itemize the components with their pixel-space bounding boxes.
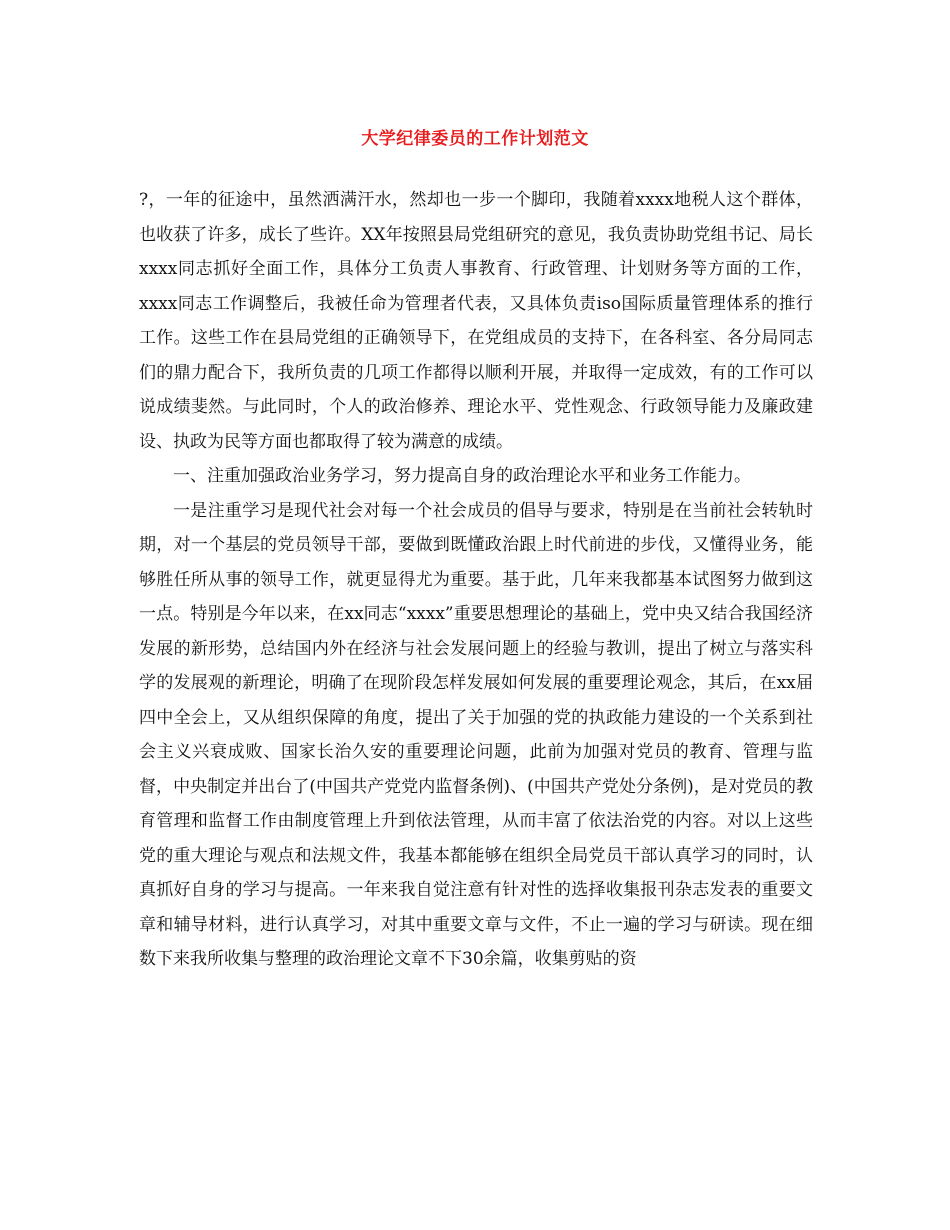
document-title: 大学纪律委员的工作计划范文	[361, 129, 589, 149]
paragraph-study: 一是注重学习是现代社会对每一个社会成员的倡导与要求，特别是在当前社会转轨时期，对一个基层的党员领导干部，要做到既懂政治跟上时代前进的步伐，又懂得业务，能够胜任所从事的领导工作，就更显得尤为重要。基于此，几年来我都基本试图努力做到这一点。特别是今年以来，在xx同志“xxxx”重要思想理论的基础上，党中央又结合我国经济发展的新形势，总结国内外在经济与社会发展问题上的经验与教训，提出了树立与落实科学的发展观的新理论，明确了在现阶段怎样发展如何发展的重要理论观念，其后，在xx届四中全会上，又从组织保障的角度，提出了关于加强的党的执政能力建设的一个关系到社会主义兴衰成败、国家长治久安的重要理论问题，此前为加强对党员的教育、管理与监督，中央制定并出台了(中国共产党党内监督条例)、(中国共产党处分条例)，是对党员的教育管理和监督工作由制度管理上升到依法管理，从而丰富了依法治党的内容。对以上这些党的重大理论与观点和法规文件，我基本都能够在组织全局党员干部认真学习的同时，认真抓好自身的学习与提高。一年来我自觉注意有针对性的选择收集报刊杂志发表的重要文章和辅导材料，进行认真学习，对其中重要文章与文件，不止一遍的学习与研读。现在细数下来我所收集与整理的政治理论文章不下30余篇，收集剪贴的资	[139, 500, 813, 969]
paragraph-intro: ?，一年的征途中，虽然洒满汗水，然却也一步一个脚印，我随着xxxx地税人这个群体，也收获了许多，成长了些许。XX年按照县局党组研究的意见，我负责协助党组书记、局长xxxx同志抓好全面工作，具体分工负责人事教育、行政管理、计划财务等方面的工作，xxxx同志工作调整后，我被任命为管理者代表，又具体负责iso国际质量管理体系的推行工作。这些工作在县局党组的正确领导下，在党组成员的支持下，在各科室、各分局同志们的鼎力配合下，我所负责的几项工作都得以顺利开展，并取得一定成效，有的工作可以说成绩斐然。与此同时，个人的政治修养、理论水平、党性观念、行政领导能力及廉政建设、执政为民等方面也都取得了较为满意的成绩。	[139, 190, 813, 452]
document-body	[139, 183, 813, 977]
paragraph-section-heading: 一、注重加强政治业务学习，努力提高自身的政治理论水平和业务工作能力。	[173, 466, 751, 486]
